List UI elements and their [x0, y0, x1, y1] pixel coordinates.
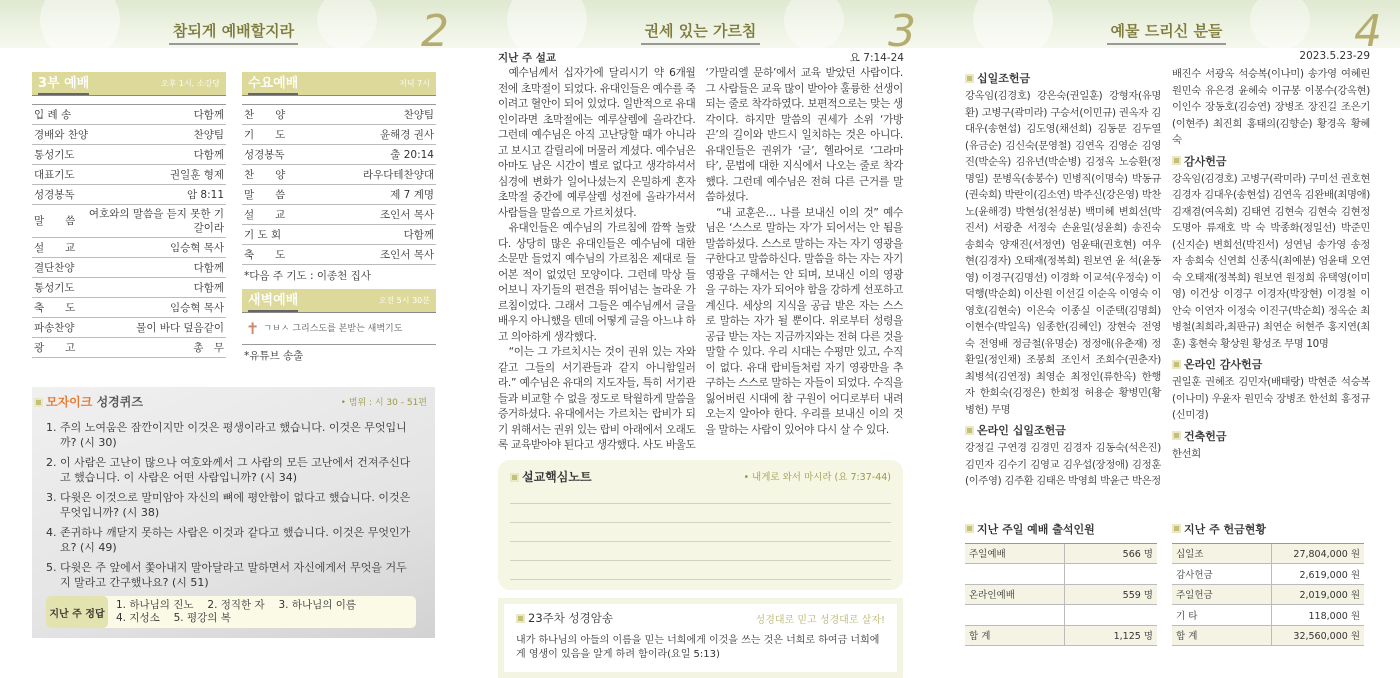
- sermon-text: [498, 66, 903, 454]
- quiz-title: 성경퀴즈: [96, 395, 143, 409]
- row-value: 출 20:14: [390, 148, 434, 161]
- table-row: [242, 105, 436, 125]
- page-number: 3: [888, 6, 916, 57]
- table-row: [965, 605, 1157, 626]
- row-label: 축 도: [244, 248, 286, 261]
- note-line[interactable]: [510, 561, 891, 580]
- note-line[interactable]: [510, 523, 891, 542]
- row-value: 임승혁 목사: [169, 301, 224, 314]
- row-label: 성경봉독: [34, 188, 75, 201]
- row-label: 십일조: [1172, 544, 1272, 564]
- row-value: 찬양팀: [403, 108, 434, 121]
- online-tithe-title: 온라인 십일조헌금: [977, 424, 1066, 437]
- cross-icon: ✝: [246, 318, 260, 338]
- table-row: [32, 278, 226, 298]
- table-row: [242, 145, 436, 165]
- row-label: 기 타: [1172, 605, 1272, 625]
- online-tithe-names: 강정길 구연경 김경민 김경자 김동숙(석은진) 김민자 김수기 김영교 김우섭(장정애) 김정훈(이주영) 김주환 김태은 박영희 박윤근 박은정: [965, 442, 1161, 487]
- table-row: [32, 298, 226, 318]
- row-label: 합 계: [1172, 626, 1272, 646]
- table-row: [32, 125, 226, 145]
- row-value: [1065, 605, 1157, 625]
- table-row: [965, 585, 1157, 606]
- page-title: 참되게 예배할지라: [169, 22, 298, 45]
- bullet-icon: [965, 426, 974, 435]
- thanks-title: 감사헌금: [1184, 154, 1227, 168]
- thanks-names: 강옥임(김경호) 고병구(곽미라) 구미선 권호현 김경자 김대우(송현섭) 김연옥 김완배(최명애) 김재겸(여옥희) 김태연 김현숙 김현숙 김현정 도명아 류재호 박 숙 박종화(정일선) 박준민(신지순) 변희선(박진서) 성연님 송가영 송정자 송희숙 신연희 신종식(최예분) 엄윤태 오연숙 오태재(정복희) 원보연 원정희 유택영(이미영) 이건상 이경구 이경자(박장현) 이경철 이안숙 이연자 이정숙 이진구(박순희) 정옥순 최병철(최희라,최판규) 최연순 허현주 홍지연(최 훈) 홍현숙 황상원 황성조 무명 10명: [1172, 172, 1370, 350]
- memory-verse: [498, 598, 903, 678]
- table-row: [242, 205, 436, 225]
- row-label: 대표기도: [34, 168, 75, 181]
- row-label: 말 씀: [34, 215, 76, 227]
- table-row: [1172, 626, 1364, 647]
- dawn-logo: ✝ ㄱㅂㅅ 그리스도를 본받는 새벽기도: [242, 313, 436, 345]
- row-label: 기 도 회: [244, 228, 282, 241]
- table-row: [1172, 564, 1364, 585]
- row-value: 566 명: [1122, 549, 1153, 561]
- sermon-notes: [498, 460, 903, 590]
- row-value: 찬양팀: [193, 128, 224, 141]
- offering-summary-title: 지난 주 헌금현황: [1184, 522, 1267, 536]
- building-names: 한선희: [1172, 447, 1201, 460]
- notes-subtitle: • 내게로 와서 마시라 (요 7:37-44): [743, 472, 891, 483]
- youtube-note: *유튜브 송출: [244, 350, 304, 362]
- row-value: 다함께: [193, 261, 224, 274]
- memory-verse-text: 내가 하나님의 아들의 이름을 믿는 너희에게 이것을 쓰는 것은 너희로 하여금 너희에게 영생이 있음을 알게 하려 함이라(요일 5:13): [516, 634, 880, 660]
- table-row: [32, 338, 226, 358]
- bullet-icon: [965, 74, 974, 83]
- offering-summary-table: [1172, 505, 1364, 647]
- dawn-time: 오전 5시 30분: [378, 296, 430, 305]
- memory-slogan: 성경대로 믿고 성경대로 살자!: [755, 614, 885, 626]
- service3-title: 3부 예배: [38, 72, 89, 95]
- dawn-title: 새벽예배: [248, 289, 298, 312]
- quiz-question: 2. 이 사람은 고난이 많으나 여호와께서 그 사람의 모든 고난에서 건져주신다고 했습니다. 이 사람은 어떤 사람입니까? (시 34): [46, 456, 411, 484]
- note-line[interactable]: [510, 485, 891, 504]
- row-label: 설 교: [34, 241, 76, 254]
- online-thanks-title: 온라인 감사헌금: [1184, 358, 1263, 371]
- page-title: 예물 드리신 분들: [1107, 22, 1227, 45]
- page-title: 권세 있는 가르침: [641, 22, 761, 45]
- building-title: 건축헌금: [1184, 429, 1227, 443]
- table-row: [32, 145, 226, 165]
- table-row: [242, 165, 436, 185]
- row-label: 축 도: [34, 301, 76, 314]
- bullet-icon: [516, 614, 525, 623]
- row-label: 설 교: [244, 208, 286, 221]
- row-value: 임승혁 목사: [169, 241, 224, 254]
- row-label: 입 례 송: [34, 108, 72, 121]
- bible-quiz: [32, 387, 435, 638]
- row-label: [965, 605, 1065, 625]
- quiz-question: 1. 주의 노여움은 잠깐이지만 이것은 평생이라고 했습니다. 이것은 무엇입니까? (시 30): [46, 421, 407, 449]
- bullet-icon: [34, 398, 43, 407]
- row-label: 주일헌금: [1172, 585, 1272, 605]
- wednesday-title: 수요예배: [248, 72, 298, 95]
- row-label: 광 고: [34, 341, 76, 354]
- row-label: 통성기도: [34, 148, 75, 161]
- row-label: 결단찬양: [34, 261, 75, 274]
- page-number: 2: [421, 6, 449, 57]
- bullet-icon: [1172, 524, 1181, 533]
- row-value: 총 무: [193, 341, 224, 354]
- table-row: [242, 185, 436, 205]
- sermon-paragraph: 예수님께서 십자가에 달리시기 약 6개월 전에 초막절이 되었다. 유대인들은 예수를 죽이려고 혈안이 되어 있었다. 일반적으로 유대인이라면 초막절에는 예루살렘에 올라간다. 그런데 예수님은 아직 고난당할 때가 아니라고 보시고 갈릴리에 머물러 계셨다. 예수님은 아마도 남은 시간이 별로 없다고 생각하셔서 심경에 변화가 일어나셨는지 은밀하게 혼자 초막절 중간에 예루살렘 성전에 올라가셔서 사람들을 말씀으로 가르치셨다.: [498, 67, 696, 219]
- row-value: 559 명: [1122, 590, 1153, 602]
- offering-date: 2023.5.23-29: [1299, 50, 1370, 62]
- tithe-title: 십일조헌금: [977, 72, 1031, 85]
- row-value: 라우다테찬양대: [362, 168, 434, 181]
- table-row: [242, 225, 436, 245]
- row-label: [965, 564, 1065, 584]
- row-value: 다함께: [193, 148, 224, 161]
- row-value: 윤해경 권사: [379, 128, 434, 141]
- tithe-names-continued: 배진수 서광옥 석승복(이나미) 송가영 여혜린 원민숙 유은경 윤혜숙 이규봉 이봉수(강옥현) 이인수 장동호(김승연) 장병조 장진길 조은기(이현주) 최진희 홍태의(김향순) 황경옥 황혜숙: [1172, 68, 1370, 146]
- table-row: [32, 185, 226, 205]
- sermon-reference: 요 7:14-24: [849, 52, 904, 64]
- memory-title: 23주차 성경암송: [528, 610, 613, 625]
- row-label: 파송찬양: [34, 321, 75, 334]
- worship-content: [32, 72, 435, 638]
- row-value: 1,125 명: [1113, 631, 1153, 643]
- notes-title: 설교핵심노트: [522, 469, 592, 484]
- row-value: 암 8:11: [186, 188, 224, 201]
- row-value: 2,619,000 원: [1299, 569, 1360, 581]
- row-value: 32,560,000 원: [1293, 631, 1360, 643]
- page-number: 4: [1354, 6, 1382, 57]
- quiz-range: • 범위 : 시 30 - 51편: [340, 398, 427, 408]
- row-label: 경배와 찬양: [34, 128, 89, 141]
- table-row: [965, 626, 1157, 647]
- page-offerings: [933, 0, 1400, 662]
- row-value: 물이 바다 덮음같이: [136, 321, 224, 334]
- offering-col-right: [1172, 66, 1370, 646]
- table-row: [32, 205, 226, 238]
- row-value: 다함께: [403, 228, 434, 241]
- table-row: [965, 544, 1157, 565]
- sermon-paragraph: 유대인들은 예수님의 가르침에 깜짝 놀랐다. 상당히 많은 유대인들은 예수님에 대한 소문만 들었지 예수님의 가르침은 제대로 들어본 적이 없었던 모양이다. 그런데 막상 들어보니 자기들의 편견을 뛰어넘는 놀라운 가르침이었다. 그래서 그들은 예수님께서 글을 배우지 아니했을 텐데 어떻게 글을 아느냐 하고 의아하게 생각했다.: [498, 222, 696, 343]
- offering-col-left: [965, 66, 1161, 646]
- row-label: 성경봉독: [244, 148, 285, 161]
- sermon-content: [498, 66, 903, 678]
- row-value: 조인서 목사: [379, 208, 434, 221]
- bullet-icon: [1172, 156, 1181, 165]
- note-line[interactable]: [510, 504, 891, 523]
- row-value: 제 7 계명: [390, 188, 434, 201]
- table-row: [1172, 605, 1364, 626]
- wednesday-table: [242, 72, 436, 367]
- table-row: [32, 258, 226, 278]
- answers-label: 지난 주 정답: [46, 596, 108, 628]
- row-label: 찬 양: [244, 168, 286, 181]
- tithe-names: 강옥임(김경호) 강은숙(권일훈) 강형자(유명환) 고병구(곽미라) 구승서(이민규) 권옥자 김대우(송현섭) 김도영(채선희) 김동문 김두열(유금순) 김신숙(문영철) 김연옥 김영순 김영진(박순옥) 김유년(박순병) 김정옥 노승환(정명일) 문병옥(송봉수) 민병직(이명숙) 박동규(권숙희) 박란이(김소연) 박주신(강은영) 박찬노(윤해경) 박현성(천성분) 백미혜 변희선(박진서) 서광춘 서정숙 손윤일(성윤희) 송진숙 송희숙 양재진(서정연) 엄윤태(권호현) 여우현(김경자) 오태재(정복희) 원보연 윤 석(윤동영) 이경구(김명선) 이경화 이교석(우정숙) 이덕행(박순희) 이산원 이선길 이순옥 이영숙 이영호(김현숙) 이은숙 이종실 이준택(김명희) 이현수(박일옥) 임종한(김혜인) 장현숙 전영숙 전영배 정금철(유명순) 정정애(유춘재) 정환일(정인채) 조봉희 조인서 조희수(권춘자) 최병석(김연정) 최영순 최정인(류한옥) 한행자 한희숙(김정은) 한희정 허용순 황병민(황병헌) 무명: [965, 90, 1161, 416]
- quiz-brand: 모자이크: [46, 395, 93, 409]
- row-label: 기 도: [244, 128, 286, 141]
- row-label: 찬 양: [244, 108, 286, 121]
- table-row: [32, 318, 226, 338]
- bullet-icon: [1172, 431, 1181, 440]
- row-value: 조인서 목사: [379, 248, 434, 261]
- attendance-table: [965, 505, 1157, 647]
- service3-table: [32, 72, 226, 358]
- row-value: 다함께: [193, 281, 224, 294]
- attendance-title: 지난 주일 예배 출석인원: [977, 522, 1095, 536]
- row-label: 합 계: [965, 626, 1065, 646]
- quiz-question: 3. 다윗은 이것으로 말미암아 자신의 뼈에 평안함이 없다고 했습니다. 이것은 무엇입니까? (시 38): [46, 491, 411, 519]
- quiz-question: 4. 존귀하나 깨닫지 못하는 사람은 이것과 같다고 했습니다. 이것은 무엇인가요? (시 49): [46, 526, 411, 554]
- table-row: [32, 165, 226, 185]
- next-prayer-note: *다음 주 기도 : 이종천 집사: [244, 270, 371, 282]
- answers-line: 4. 지성소 5. 평강의 복: [116, 612, 231, 624]
- row-label: 온라인예배: [965, 585, 1065, 605]
- row-value: [1065, 564, 1157, 584]
- wednesday-time: 저녁 7시: [399, 79, 430, 88]
- note-line[interactable]: [510, 542, 891, 561]
- page-worship: [0, 0, 467, 662]
- row-value: 27,804,000 원: [1293, 549, 1360, 561]
- table-row: [242, 245, 436, 265]
- row-value: 다함께: [193, 108, 224, 121]
- table-row: [32, 238, 226, 258]
- row-label: 주일예배: [965, 544, 1065, 564]
- table-row: [242, 125, 436, 145]
- table-row: [1172, 585, 1364, 606]
- sermon-paragraph: “내 교훈은… 나를 보내신 이의 것” 예수님은 ‘스스로 말하는 자’가 되어서는 안 됨을 말씀하셨다. 스스로 말하는 자는 자기 영광을 구한다고 말씀하신다. 말씀을 하는 자는 자기 영광을 구해서는 안 되며, 보내신 이의 영광을 구하는 자가 되어야 함을 강하게 선포하고 계신다. 세상의 지식을 공급 받은 자는 스스로 말하는 자가 될 뿐이다. 위로부터 성령을 공급 받는 자는 지금까지와는 전혀 다른 것을 말할 수 있다. 우리 시대는 수평만 있고, 수직이 없다. 유대 랍비들처럼 자기 영광만을 추구하는 스스로 말하는 자들이 되었다. 수직을 잃어버린 시대에 참 구원이 어디로부터 내려오는지 알아야 한다. 우리를 보내신 이의 것을 말하는 사람이 있어야 다시 살 수 있다.: [705, 206, 903, 436]
- service3-time: 오후 1시, 소강당: [160, 79, 220, 88]
- row-value: 여호와의 말씀을 듣지 못한 기갈이라: [88, 208, 224, 234]
- sermon-label: 지난 주 설교: [498, 52, 557, 64]
- row-value: 2,019,000 원: [1299, 590, 1360, 602]
- row-label: 통성기도: [34, 281, 75, 294]
- quiz-question: 5. 다윗은 주 앞에서 쫓아내지 말아달라고 말하면서 자신에게서 무엇을 거두지 말라고 간구했나요? (시 51): [46, 561, 407, 589]
- bullet-icon: [965, 524, 974, 533]
- online-thanks-names: 권일훈 권혜조 김민자(배태랑) 박현준 석승복(이나미) 우윤자 원민숙 장병조 한선희 홍정규(신미경): [1172, 376, 1370, 421]
- row-value: 118,000 원: [1308, 610, 1360, 622]
- row-label: 말 씀: [244, 188, 286, 201]
- last-week-answers: [46, 596, 416, 628]
- table-row: [1172, 544, 1364, 565]
- answers-line: 1. 하나님의 진노 2. 정직한 자 3. 하나님의 이름: [116, 599, 357, 611]
- sermon-paragraph: “이는 그 가르치시는 것이 권위 있는 자와 같고 그들의 서기관들과 같지 아니함일러라.” 예수님은 유대의 지도자들, 특히 서기관들과 비교할 수 없을 정도로 탁월하게 말씀을 증거하셨다. 유대에서는 가르치는 랍비가 되기 위해서는 권위 있는 랍비 아래에서 오래도록 교육받아야 된다고 생각했다. 사도 바울도 ‘가말리엘 문하’에서 교육 받았던 사람이다. 그 사람들은 교육 많이 받아야 훌륭한 선생이 되는 줄로 착각하였다. 보편적으로는 맞는 생각이다. 하지만 말씀의 권세가 소위 ‘가방 끈’의 길이와 반드시 일치하는 것은 아니다. 유대인들은 권위가 ‘글’, 헬라어로 ‘그라마타’, 문법에 대한 지식에서 나오는 줄로 착각했다. 그런데 예수님은 전혀 다른 근거를 말씀하셨다.: [498, 67, 903, 451]
- row-label: 감사헌금: [1172, 564, 1272, 584]
- bullet-icon: [510, 473, 519, 482]
- row-value: 권일훈 형제: [169, 168, 224, 181]
- table-row: [965, 564, 1157, 585]
- bullet-icon: [1172, 360, 1181, 369]
- table-row: [32, 105, 226, 125]
